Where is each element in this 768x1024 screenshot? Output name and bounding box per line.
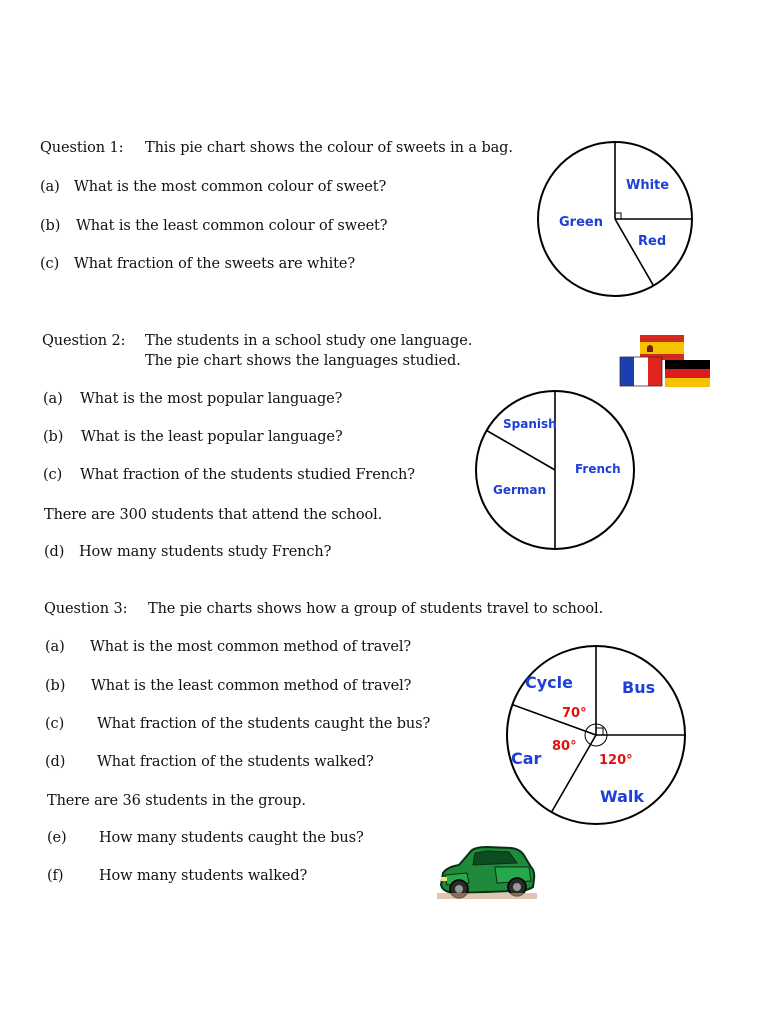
q3-label: Question 3: xyxy=(44,601,128,617)
pie-label-car: Car xyxy=(511,749,542,768)
france-flag-icon xyxy=(620,357,662,386)
q3-part-f-tag: (f) xyxy=(47,868,64,884)
q1-stem: This pie chart shows the colour of sweets in a bag. xyxy=(145,140,513,156)
q3-stem: The pie charts shows how a group of students travel to school. xyxy=(148,601,604,617)
q1-part-b-tag: (b) xyxy=(40,218,61,234)
travel-pie-chart xyxy=(500,644,692,824)
q3-part-c-tag: (c) xyxy=(45,716,65,732)
q3-part-d-tag: (d) xyxy=(45,754,66,770)
q2-stem-1: The students in a school study one language. xyxy=(145,333,473,349)
q3-part-f-text: How many students walked? xyxy=(99,868,308,884)
q1-part-a-text: What is the most common colour of sweet? xyxy=(74,179,387,195)
q2-label: Question 2: xyxy=(42,333,126,349)
q2-part-a-text: What is the most popular language? xyxy=(80,391,343,407)
flags-illustration xyxy=(618,333,712,389)
q1-label: Question 1: xyxy=(40,140,124,156)
q3-part-e-tag: (e) xyxy=(47,830,67,846)
pie-label-bus: Bus xyxy=(622,678,656,697)
q2-part-b-text: What is the least popular language? xyxy=(81,429,343,445)
q1-part-c-text: What fraction of the sweets are white? xyxy=(74,256,356,272)
pie-label-white: White xyxy=(626,178,670,193)
q2-info: There are 300 students that attend the school. xyxy=(44,507,383,523)
q2-part-c-text: What fraction of the students studied French? xyxy=(80,467,415,483)
pie-label-red: Red xyxy=(638,234,667,249)
q3-part-a-text: What is the most common method of travel? xyxy=(90,639,412,655)
q3-part-e-text: How many students caught the bus? xyxy=(99,830,364,846)
pie-label-french: French xyxy=(575,462,621,476)
q2-stem-2: The pie chart shows the languages studied. xyxy=(145,353,461,369)
spain-flag-icon xyxy=(640,335,684,360)
q2-part-d-tag: (d) xyxy=(44,544,65,560)
pie-label-green: Green xyxy=(559,215,603,230)
angle-label-120: 120° xyxy=(599,753,633,768)
q3-part-a-tag: (a) xyxy=(45,639,65,655)
q2-part-d-text: How many students study French? xyxy=(79,544,332,560)
germany-flag-icon xyxy=(665,360,710,387)
pie-label-german: German xyxy=(493,483,547,497)
q3-part-b-text: What is the least common method of travel? xyxy=(91,678,412,694)
q3-info: There are 36 students in the group. xyxy=(47,793,306,809)
q3-part-d-text: What fraction of the students walked? xyxy=(97,754,374,770)
sweets-pie-chart xyxy=(537,141,697,301)
q3-part-b-tag: (b) xyxy=(45,678,66,694)
q1-part-a-tag: (a) xyxy=(40,179,60,195)
q1-part-b-text: What is the least common colour of sweet? xyxy=(76,218,388,234)
q3-part-c-text: What fraction of the students caught the bus? xyxy=(97,716,431,732)
q2-part-c-tag: (c) xyxy=(43,467,63,483)
angle-label-80: 80° xyxy=(552,739,577,754)
q2-part-b-tag: (b) xyxy=(43,429,64,445)
pie-label-cycle: Cycle xyxy=(525,673,573,692)
pie-label-walk: Walk xyxy=(600,787,644,806)
q2-part-a-tag: (a) xyxy=(43,391,63,407)
angle-label-70: 70° xyxy=(562,706,587,721)
languages-pie-chart xyxy=(471,391,641,553)
q1-part-c-tag: (c) xyxy=(40,256,60,272)
pie-label-spanish: Spanish xyxy=(503,417,557,431)
car-icon xyxy=(437,843,537,901)
